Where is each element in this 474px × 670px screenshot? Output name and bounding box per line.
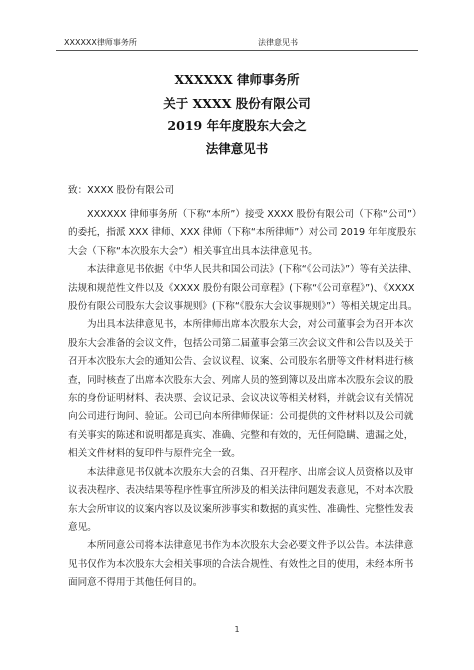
addressee: 致：XXXX 股份有限公司 xyxy=(68,185,175,196)
paragraph-usage: 本所同意公司将本法律意见书作为本次股东大会必要文件予以公告。本法律意见书仅作为本次股东大会相关事项的合法合规性、有效性之目的使用，未经本所书面同意不得用于其他任何目的。 xyxy=(68,540,414,589)
paragraph-engagement: XXXXXX 律师事务所（下称“本所”）接受 XXXX 股份有限公司（下称“公司”）的委托，指派 XXX 律师、XXX 律师（下称“本所律师”）对公司 2019 年年度股东大会（下称“本次股东大会”）相关事宜出具本法律意见书。 xyxy=(68,209,422,257)
title-meeting: 2019 年年度股东大会之 xyxy=(167,118,307,133)
page-header xyxy=(56,36,418,51)
title-firm: XXXXXX 律师事务所 xyxy=(174,72,300,87)
title-doc: 法律意见书 xyxy=(205,141,269,156)
paragraph-review-process: 为出具本法律意见书，本所律师出席本次股东大会，对公司董事会为召开本次股东大会准备的会议文件，包括公司第二届董事会第三次会议文件和公告以及关于召开本次股东大会的通知公告、会议议程、议案、公司股东名册等文件材料进行核查，同时核查了出席本次股东大会、列席人员的签到簿以及出席本次股东会议的股东的身份证明材料、表决票、会议记录、会议决议等相关材料，并就会议有关情况向公司进行询问、验证。公司已向本所律师保证：公司提供的文件材料以及公司就有关事实的陈述和说明都是真实、准确、完整和有效的，无任何隐瞒、遗漏之处，相关文件材料的复印件与原件完全一致。 xyxy=(68,319,414,460)
paragraph-scope: 本法律意见书仅就本次股东大会的召集、召开程序、出席会议人员资格以及审议表决程序、表决结果等程序性事宜所涉及的相关法律问题发表意见，不对本次股东大会所审议的议案内容以及议案所涉事实和数据的真实性、准确性、完整性发表意见。 xyxy=(68,466,414,533)
header-doc-type: 法律意见书 xyxy=(258,38,298,47)
page-number: 1 xyxy=(234,625,240,634)
paragraph-legal-basis: 本法律意见书依据《中华人民共和国公司法》(下称“《公司法》”）等有关法律、法规和规范性文件以及《XXXX 股份有限公司章程》(下称“《公司章程》”)、《XXXX 股份有限公司股东大会议事规则》(下称“《股东大会议事规则》”）等相关规定出具。 xyxy=(68,264,418,313)
title-company: 关于 XXXX 股份有限公司 xyxy=(163,96,311,111)
header-firm-name: XXXXXX律师事务所 xyxy=(64,38,137,47)
body-text xyxy=(68,206,422,593)
